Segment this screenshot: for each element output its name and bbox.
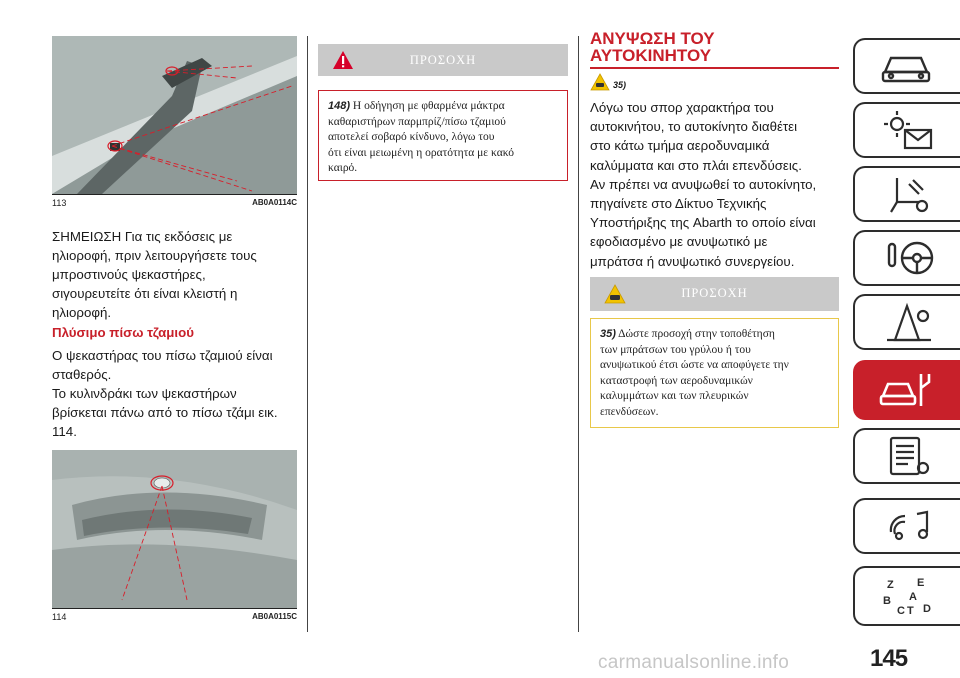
tab-dashboard[interactable] bbox=[853, 38, 960, 94]
figure-114-image bbox=[52, 450, 297, 609]
text-line: σταθερός. bbox=[52, 367, 112, 382]
text-span: Η οδήγηση με φθαρμένα μάκτρα bbox=[352, 100, 505, 112]
lifting-paragraph bbox=[590, 98, 845, 271]
svg-text:D: D bbox=[922, 603, 931, 615]
reference-number: 35) bbox=[613, 80, 627, 90]
watermark: carmanualsonline.info bbox=[598, 652, 790, 673]
title-line: ΑΝΥΨΩΣΗ ΤΟΥ bbox=[590, 29, 715, 48]
multimedia-icon bbox=[877, 504, 939, 548]
caution-car-icon bbox=[590, 73, 610, 91]
caution-title: ΠΡΟΣΟΧΗ bbox=[681, 286, 748, 300]
warning-header bbox=[318, 44, 568, 76]
tab-multimedia[interactable] bbox=[853, 498, 960, 554]
caution-number: 35) bbox=[600, 328, 616, 340]
figure-113-caption bbox=[52, 198, 297, 208]
rear-washer-paragraph bbox=[52, 346, 302, 441]
rear-window-subheading: Πλύσιμο πίσω τζαμιού bbox=[52, 325, 194, 340]
tab-warning-lights[interactable] bbox=[853, 102, 960, 158]
svg-text:E: E bbox=[916, 577, 924, 589]
text-line: ότι είναι μειωμένη η ορατότητα με κακό bbox=[328, 146, 515, 159]
technical-data-icon bbox=[877, 434, 939, 478]
warning-lights-icon bbox=[877, 108, 939, 152]
text-line: επενδύσεων. bbox=[600, 405, 659, 418]
warning-title: ΠΡΟΣΟΧΗ bbox=[409, 53, 477, 67]
svg-text:C: C bbox=[896, 605, 905, 617]
warning-number: 148) bbox=[328, 100, 351, 112]
text-line: καλύμματα και στο πλάι επενδύσεις. bbox=[590, 157, 802, 173]
alphabetical-index-icon bbox=[877, 574, 939, 618]
text-line: Λόγω του σπορ χαρακτήρα του bbox=[590, 100, 774, 115]
text-line: αποτελεί σοβαρό κίνδυνο, λόγω του bbox=[328, 131, 495, 143]
text-line: ανυψωτικού έτσι ώστε να αποφύγετε την bbox=[600, 359, 789, 371]
tab-maintenance[interactable] bbox=[853, 360, 960, 420]
text-line: καιρό. bbox=[328, 162, 358, 174]
sunroof-note bbox=[52, 227, 302, 322]
figure-code: AB0A0115C bbox=[252, 612, 297, 621]
text-line: καλυμμάτων και των πλευρικών bbox=[600, 390, 749, 402]
car-dashboard-icon bbox=[877, 44, 939, 88]
text-line: βρίσκεται πάνω από το πίσω τζάμι εικ. bbox=[52, 405, 278, 420]
text-line: ηλιοροφή, πριν λειτουργήσετε τους bbox=[52, 248, 257, 263]
text-line: αυτοκινήτου, το αυτοκίνητο διαθέτει bbox=[590, 119, 798, 135]
caution-header bbox=[590, 277, 839, 311]
text-line: Υποστήριξης της Abarth το οποίο είναι bbox=[590, 215, 816, 231]
figure-number: 114 bbox=[52, 612, 67, 622]
page-number: 145 bbox=[870, 645, 908, 672]
figure-113-image bbox=[52, 36, 297, 195]
svg-text:Z: Z bbox=[886, 579, 894, 591]
tab-emergency[interactable] bbox=[853, 294, 960, 350]
column-divider bbox=[307, 36, 308, 632]
text-line bbox=[328, 99, 558, 115]
text-span: Δώστε προσοχή στην τοποθέτηση bbox=[618, 328, 775, 340]
text-line: στο κάτω τμήμα αεροδυναμικά bbox=[590, 138, 770, 154]
column-divider bbox=[578, 36, 579, 632]
section-title bbox=[590, 30, 715, 64]
text-line bbox=[600, 327, 829, 343]
svg-text:B: B bbox=[882, 595, 891, 607]
emergency-triangle-icon bbox=[877, 300, 939, 344]
steering-wheel-icon bbox=[877, 236, 939, 280]
figure-number: 113 bbox=[52, 198, 67, 208]
caution-box-35 bbox=[590, 318, 839, 428]
text-line: 114. bbox=[52, 424, 77, 439]
text-line: καθαριστήρων παρμπρίζ/πίσω τζαμιού bbox=[328, 115, 506, 128]
text-line: μπράτσα ή ανυψωτικό συνεργείου. bbox=[590, 253, 795, 269]
tab-safety[interactable] bbox=[853, 166, 960, 222]
car-maintenance-icon bbox=[877, 368, 939, 412]
figure-114-caption bbox=[52, 612, 297, 622]
title-line: ΑΥΤΟΚΙΝΗΤΟΥ bbox=[590, 46, 712, 65]
title-rule bbox=[590, 67, 839, 69]
airbag-seat-icon bbox=[877, 172, 939, 216]
text-line: μπροστινούς ψεκαστήρες, bbox=[52, 267, 206, 282]
tab-technical-data[interactable] bbox=[853, 428, 960, 484]
text-line: Αν πρέπει να ανυψωθεί το αυτοκίνητο, bbox=[590, 176, 817, 192]
text-line: Ο ψεκαστήρας του πίσω τζαμιού είναι bbox=[52, 348, 273, 363]
tab-starting-driving[interactable] bbox=[853, 230, 960, 286]
tab-index[interactable] bbox=[853, 566, 960, 626]
text-line: καταστροφή των αεροδυναμικών bbox=[600, 374, 753, 387]
text-line: ηλιοροφή. bbox=[52, 305, 112, 320]
svg-text:A: A bbox=[908, 591, 917, 603]
warning-box-148 bbox=[318, 90, 568, 181]
text-line: των μπράτσων του γρύλου ή του bbox=[600, 343, 751, 356]
svg-text:T: T bbox=[906, 605, 914, 617]
text-line: σιγουρευτείτε ότι είναι κλειστή η bbox=[52, 286, 238, 301]
text-line: ΣΗΜΕΙΩΣΗ Για τις εκδόσεις με bbox=[52, 229, 233, 244]
figure-code: AB0A0114C bbox=[252, 198, 297, 207]
text-line: πηγαίνετε στο Δίκτυο Τεχνικής bbox=[590, 196, 767, 212]
text-line: εφοδιασμένο με ανυψωτικό με bbox=[590, 234, 768, 250]
text-line: Το κυλινδράκι των ψεκαστήρων bbox=[52, 386, 237, 401]
